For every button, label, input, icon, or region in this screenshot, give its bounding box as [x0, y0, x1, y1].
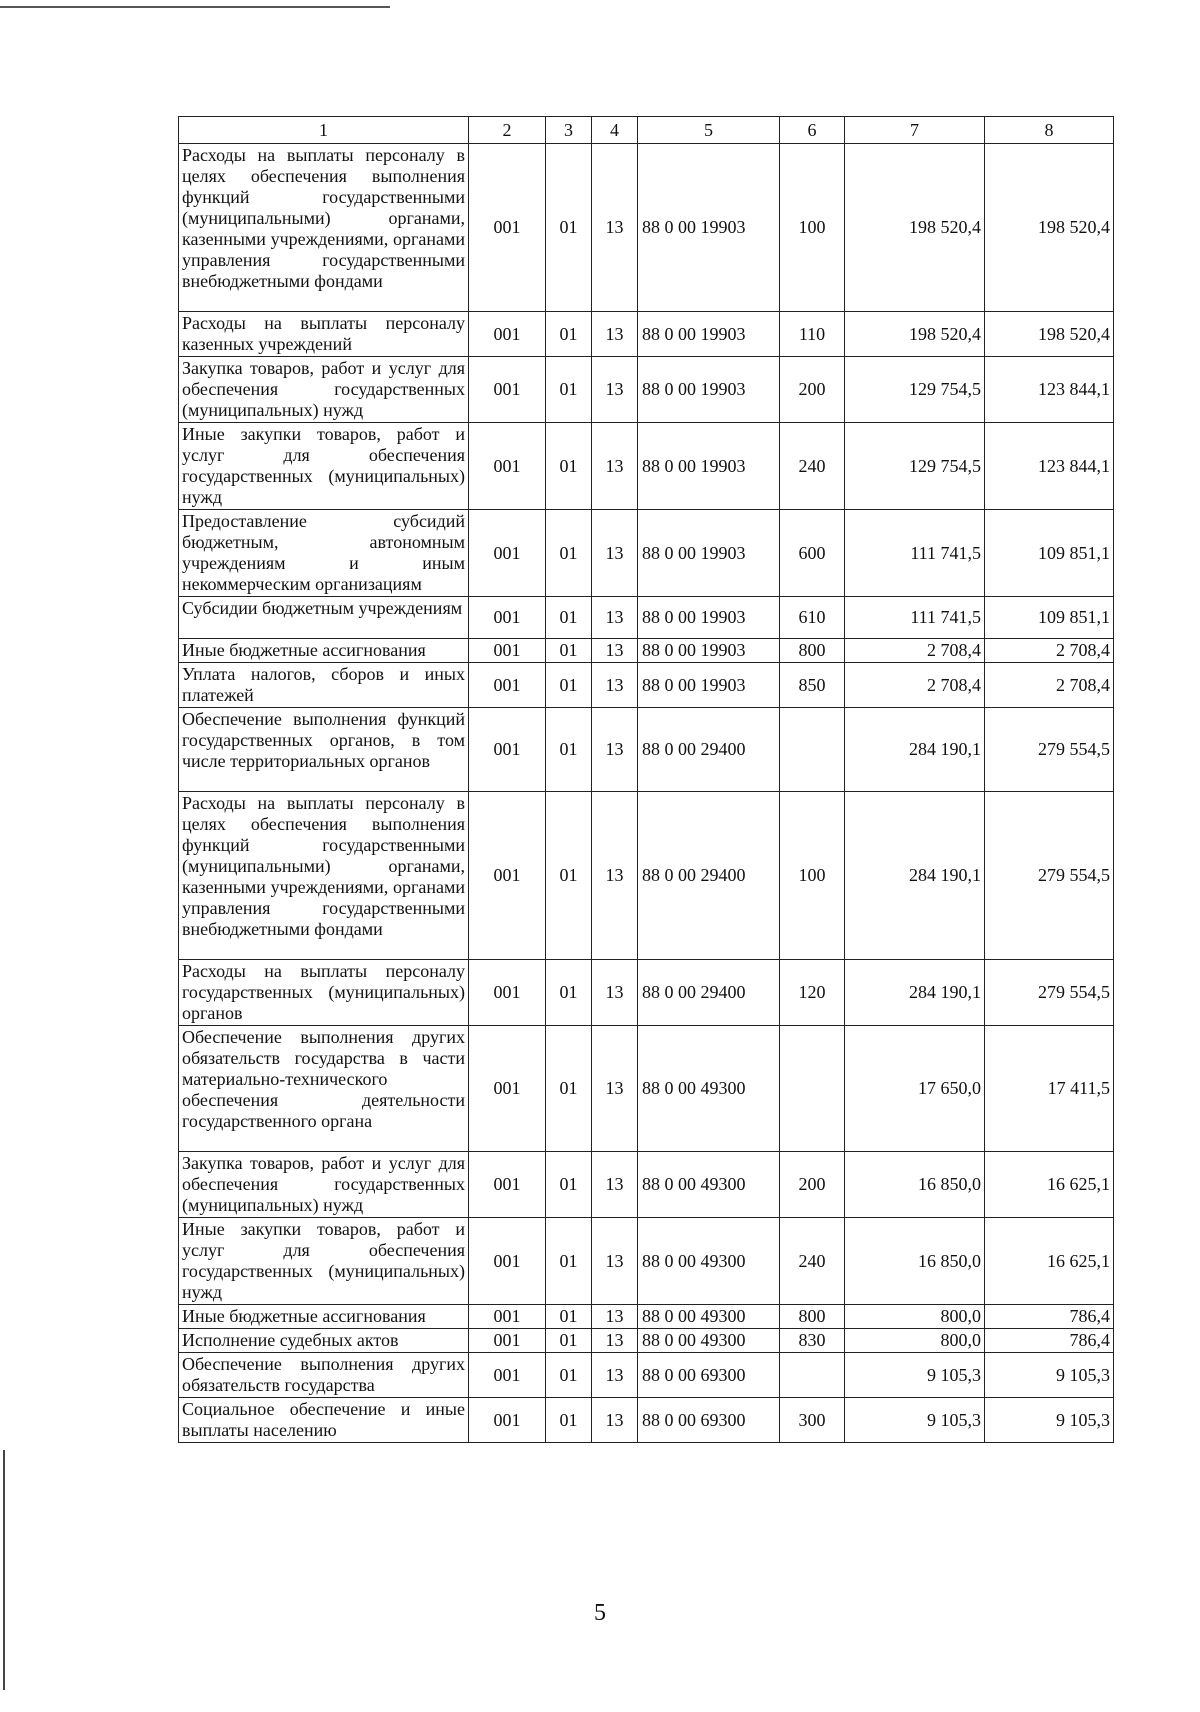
row-ministry-code-cell: 001 [469, 144, 546, 312]
table-row [179, 960, 1114, 1026]
row-name-cell: Расходы на выплаты персоналу государственных (муниципальных) органов [179, 960, 469, 1026]
row-name-cell: Исполнение судебных актов [179, 1329, 469, 1353]
header-cell-6: 6 [780, 117, 845, 144]
table-row [179, 423, 1114, 510]
row-subsection-cell: 13 [592, 960, 638, 1026]
row-executed-amount-cell: 279 554,5 [985, 960, 1114, 1026]
row-executed-amount-cell: 279 554,5 [985, 708, 1114, 792]
row-target-article-cell: 88 0 00 19903 [638, 663, 780, 708]
row-name-cell: Иные бюджетные ассигнования [179, 1305, 469, 1329]
row-target-article-cell: 88 0 00 49300 [638, 1218, 780, 1305]
scan-edge-mark-left [3, 1450, 5, 1690]
table-row [179, 144, 1114, 312]
row-subsection-cell: 13 [592, 357, 638, 423]
row-executed-amount-cell: 2 708,4 [985, 663, 1114, 708]
row-subsection-cell: 13 [592, 312, 638, 357]
row-subsection-cell: 13 [592, 708, 638, 792]
header-cell-4: 4 [592, 117, 638, 144]
row-name-cell: Расходы на выплаты персоналу в целях обеспечения выполнения функций государственными (муниципальными) органами, казенными учреждениями, органами управления государственными внебюджетными фондами [179, 144, 469, 312]
row-expense-type-cell: 600 [780, 510, 845, 597]
row-subsection-cell: 13 [592, 597, 638, 639]
row-expense-type-cell: 800 [780, 1305, 845, 1329]
row-ministry-code-cell: 001 [469, 357, 546, 423]
row-expense-type-cell: 300 [780, 1398, 845, 1443]
row-executed-amount-cell: 9 105,3 [985, 1353, 1114, 1398]
row-name-cell: Иные закупки товаров, работ и услуг для обеспечения государственных (муниципальных) нужд [179, 423, 469, 510]
row-target-article-cell: 88 0 00 49300 [638, 1026, 780, 1152]
row-subsection-cell: 13 [592, 663, 638, 708]
row-name-cell: Субсидии бюджетным учреждениям [179, 597, 469, 639]
row-expense-type-cell: 200 [780, 1152, 845, 1218]
header-cell-1: 1 [179, 117, 469, 144]
row-expense-type-cell: 200 [780, 357, 845, 423]
row-executed-amount-cell: 16 625,1 [985, 1218, 1114, 1305]
row-section-cell: 01 [546, 312, 592, 357]
header-cell-2: 2 [469, 117, 546, 144]
row-section-cell: 01 [546, 423, 592, 510]
table-body [179, 117, 1114, 1443]
row-expense-type-cell: 120 [780, 960, 845, 1026]
row-planned-amount-cell: 9 105,3 [845, 1398, 985, 1443]
row-planned-amount-cell: 800,0 [845, 1329, 985, 1353]
row-name-cell: Иные закупки товаров, работ и услуг для обеспечения государственных (муниципальных) нужд [179, 1218, 469, 1305]
row-target-article-cell: 88 0 00 19903 [638, 312, 780, 357]
row-executed-amount-cell: 279 554,5 [985, 792, 1114, 960]
row-planned-amount-cell: 111 741,5 [845, 597, 985, 639]
row-planned-amount-cell: 111 741,5 [845, 510, 985, 597]
row-name-cell: Обеспечение выполнения других обязательств государства [179, 1353, 469, 1398]
table-row [179, 663, 1114, 708]
row-expense-type-cell [780, 1353, 845, 1398]
row-ministry-code-cell: 001 [469, 792, 546, 960]
row-ministry-code-cell: 001 [469, 312, 546, 357]
row-expense-type-cell: 610 [780, 597, 845, 639]
row-name-cell: Расходы на выплаты персоналу в целях обеспечения выполнения функций государственными (муниципальными) органами, казенными учреждениями, органами управления государственными внебюджетными фондами [179, 792, 469, 960]
row-subsection-cell: 13 [592, 423, 638, 510]
header-cell-7: 7 [845, 117, 985, 144]
row-name-cell: Обеспечение выполнения функций государственных органов, в том числе территориальных органов [179, 708, 469, 792]
row-target-article-cell: 88 0 00 19903 [638, 510, 780, 597]
row-executed-amount-cell: 2 708,4 [985, 639, 1114, 663]
row-section-cell: 01 [546, 960, 592, 1026]
scan-edge-mark [0, 6, 390, 8]
row-name-cell: Уплата налогов, сборов и иных платежей [179, 663, 469, 708]
row-subsection-cell: 13 [592, 1152, 638, 1218]
row-subsection-cell: 13 [592, 144, 638, 312]
row-expense-type-cell: 850 [780, 663, 845, 708]
row-ministry-code-cell: 001 [469, 1026, 546, 1152]
row-executed-amount-cell: 9 105,3 [985, 1398, 1114, 1443]
row-ministry-code-cell: 001 [469, 510, 546, 597]
row-target-article-cell: 88 0 00 69300 [638, 1353, 780, 1398]
row-section-cell: 01 [546, 1329, 592, 1353]
row-expense-type-cell: 830 [780, 1329, 845, 1353]
row-executed-amount-cell: 198 520,4 [985, 312, 1114, 357]
row-planned-amount-cell: 800,0 [845, 1305, 985, 1329]
row-planned-amount-cell: 2 708,4 [845, 639, 985, 663]
row-target-article-cell: 88 0 00 19903 [638, 357, 780, 423]
header-cell-5: 5 [638, 117, 780, 144]
row-section-cell: 01 [546, 510, 592, 597]
row-target-article-cell: 88 0 00 19903 [638, 639, 780, 663]
row-executed-amount-cell: 109 851,1 [985, 597, 1114, 639]
row-expense-type-cell: 100 [780, 144, 845, 312]
row-planned-amount-cell: 9 105,3 [845, 1353, 985, 1398]
row-ministry-code-cell: 001 [469, 708, 546, 792]
row-name-cell: Иные бюджетные ассигнования [179, 639, 469, 663]
row-executed-amount-cell: 17 411,5 [985, 1026, 1114, 1152]
table-row [179, 1329, 1114, 1353]
row-ministry-code-cell: 001 [469, 639, 546, 663]
table-row [179, 510, 1114, 597]
row-name-cell: Предоставление субсидий бюджетным, автономным учреждениям и иным некоммерческим организациям [179, 510, 469, 597]
row-expense-type-cell: 240 [780, 423, 845, 510]
row-name-cell: Закупка товаров, работ и услуг для обеспечения государственных (муниципальных) нужд [179, 357, 469, 423]
row-planned-amount-cell: 129 754,5 [845, 357, 985, 423]
row-subsection-cell: 13 [592, 1329, 638, 1353]
row-subsection-cell: 13 [592, 1305, 638, 1329]
row-executed-amount-cell: 786,4 [985, 1305, 1114, 1329]
row-section-cell: 01 [546, 1026, 592, 1152]
row-target-article-cell: 88 0 00 49300 [638, 1152, 780, 1218]
row-section-cell: 01 [546, 663, 592, 708]
row-planned-amount-cell: 284 190,1 [845, 960, 985, 1026]
row-ministry-code-cell: 001 [469, 597, 546, 639]
row-planned-amount-cell: 2 708,4 [845, 663, 985, 708]
row-expense-type-cell [780, 1026, 845, 1152]
row-name-cell: Расходы на выплаты персоналу казенных учреждений [179, 312, 469, 357]
row-subsection-cell: 13 [592, 792, 638, 960]
row-executed-amount-cell: 16 625,1 [985, 1152, 1114, 1218]
table-row [179, 639, 1114, 663]
row-target-article-cell: 88 0 00 69300 [638, 1398, 780, 1443]
row-section-cell: 01 [546, 1218, 592, 1305]
table-row [179, 708, 1114, 792]
header-cell-8: 8 [985, 117, 1114, 144]
row-ministry-code-cell: 001 [469, 960, 546, 1026]
row-executed-amount-cell: 123 844,1 [985, 423, 1114, 510]
row-ministry-code-cell: 001 [469, 1152, 546, 1218]
row-ministry-code-cell: 001 [469, 1398, 546, 1443]
row-subsection-cell: 13 [592, 1353, 638, 1398]
row-planned-amount-cell: 198 520,4 [845, 144, 985, 312]
row-target-article-cell: 88 0 00 49300 [638, 1329, 780, 1353]
row-expense-type-cell: 110 [780, 312, 845, 357]
table-row [179, 357, 1114, 423]
row-section-cell: 01 [546, 792, 592, 960]
table-row [179, 597, 1114, 639]
row-executed-amount-cell: 786,4 [985, 1329, 1114, 1353]
row-section-cell: 01 [546, 1152, 592, 1218]
row-ministry-code-cell: 001 [469, 1353, 546, 1398]
budget-table [178, 116, 1114, 1443]
row-section-cell: 01 [546, 708, 592, 792]
row-ministry-code-cell: 001 [469, 1329, 546, 1353]
row-subsection-cell: 13 [592, 1218, 638, 1305]
row-expense-type-cell: 240 [780, 1218, 845, 1305]
row-expense-type-cell: 100 [780, 792, 845, 960]
row-section-cell: 01 [546, 357, 592, 423]
row-expense-type-cell: 800 [780, 639, 845, 663]
row-planned-amount-cell: 16 850,0 [845, 1152, 985, 1218]
row-ministry-code-cell: 001 [469, 663, 546, 708]
table-row [179, 1152, 1114, 1218]
row-section-cell: 01 [546, 597, 592, 639]
header-cell-3: 3 [546, 117, 592, 144]
row-ministry-code-cell: 001 [469, 423, 546, 510]
table-row [179, 1026, 1114, 1152]
row-executed-amount-cell: 198 520,4 [985, 144, 1114, 312]
row-name-cell: Социальное обеспечение и иные выплаты населению [179, 1398, 469, 1443]
row-planned-amount-cell: 16 850,0 [845, 1218, 985, 1305]
row-ministry-code-cell: 001 [469, 1218, 546, 1305]
row-subsection-cell: 13 [592, 1398, 638, 1443]
row-target-article-cell: 88 0 00 19903 [638, 144, 780, 312]
table-row [179, 1305, 1114, 1329]
row-target-article-cell: 88 0 00 29400 [638, 708, 780, 792]
row-planned-amount-cell: 198 520,4 [845, 312, 985, 357]
table-row [179, 1218, 1114, 1305]
table-header-row [179, 117, 1114, 144]
row-planned-amount-cell: 284 190,1 [845, 708, 985, 792]
table-row [179, 792, 1114, 960]
page-number: 5 [594, 1600, 606, 1626]
row-section-cell: 01 [546, 1305, 592, 1329]
row-subsection-cell: 13 [592, 510, 638, 597]
row-section-cell: 01 [546, 144, 592, 312]
row-name-cell: Обеспечение выполнения других обязательств государства в части материально-технического обеспечения деятельности государственного органа [179, 1026, 469, 1152]
row-target-article-cell: 88 0 00 49300 [638, 1305, 780, 1329]
row-subsection-cell: 13 [592, 1026, 638, 1152]
row-planned-amount-cell: 129 754,5 [845, 423, 985, 510]
row-target-article-cell: 88 0 00 19903 [638, 423, 780, 510]
row-executed-amount-cell: 109 851,1 [985, 510, 1114, 597]
row-section-cell: 01 [546, 639, 592, 663]
row-planned-amount-cell: 284 190,1 [845, 792, 985, 960]
table-row [179, 312, 1114, 357]
row-planned-amount-cell: 17 650,0 [845, 1026, 985, 1152]
row-ministry-code-cell: 001 [469, 1305, 546, 1329]
table-row [179, 1398, 1114, 1443]
row-section-cell: 01 [546, 1398, 592, 1443]
row-expense-type-cell [780, 708, 845, 792]
row-executed-amount-cell: 123 844,1 [985, 357, 1114, 423]
row-name-cell: Закупка товаров, работ и услуг для обеспечения государственных (муниципальных) нужд [179, 1152, 469, 1218]
row-section-cell: 01 [546, 1353, 592, 1398]
row-target-article-cell: 88 0 00 29400 [638, 960, 780, 1026]
row-target-article-cell: 88 0 00 19903 [638, 597, 780, 639]
row-subsection-cell: 13 [592, 639, 638, 663]
row-target-article-cell: 88 0 00 29400 [638, 792, 780, 960]
table-row [179, 1353, 1114, 1398]
